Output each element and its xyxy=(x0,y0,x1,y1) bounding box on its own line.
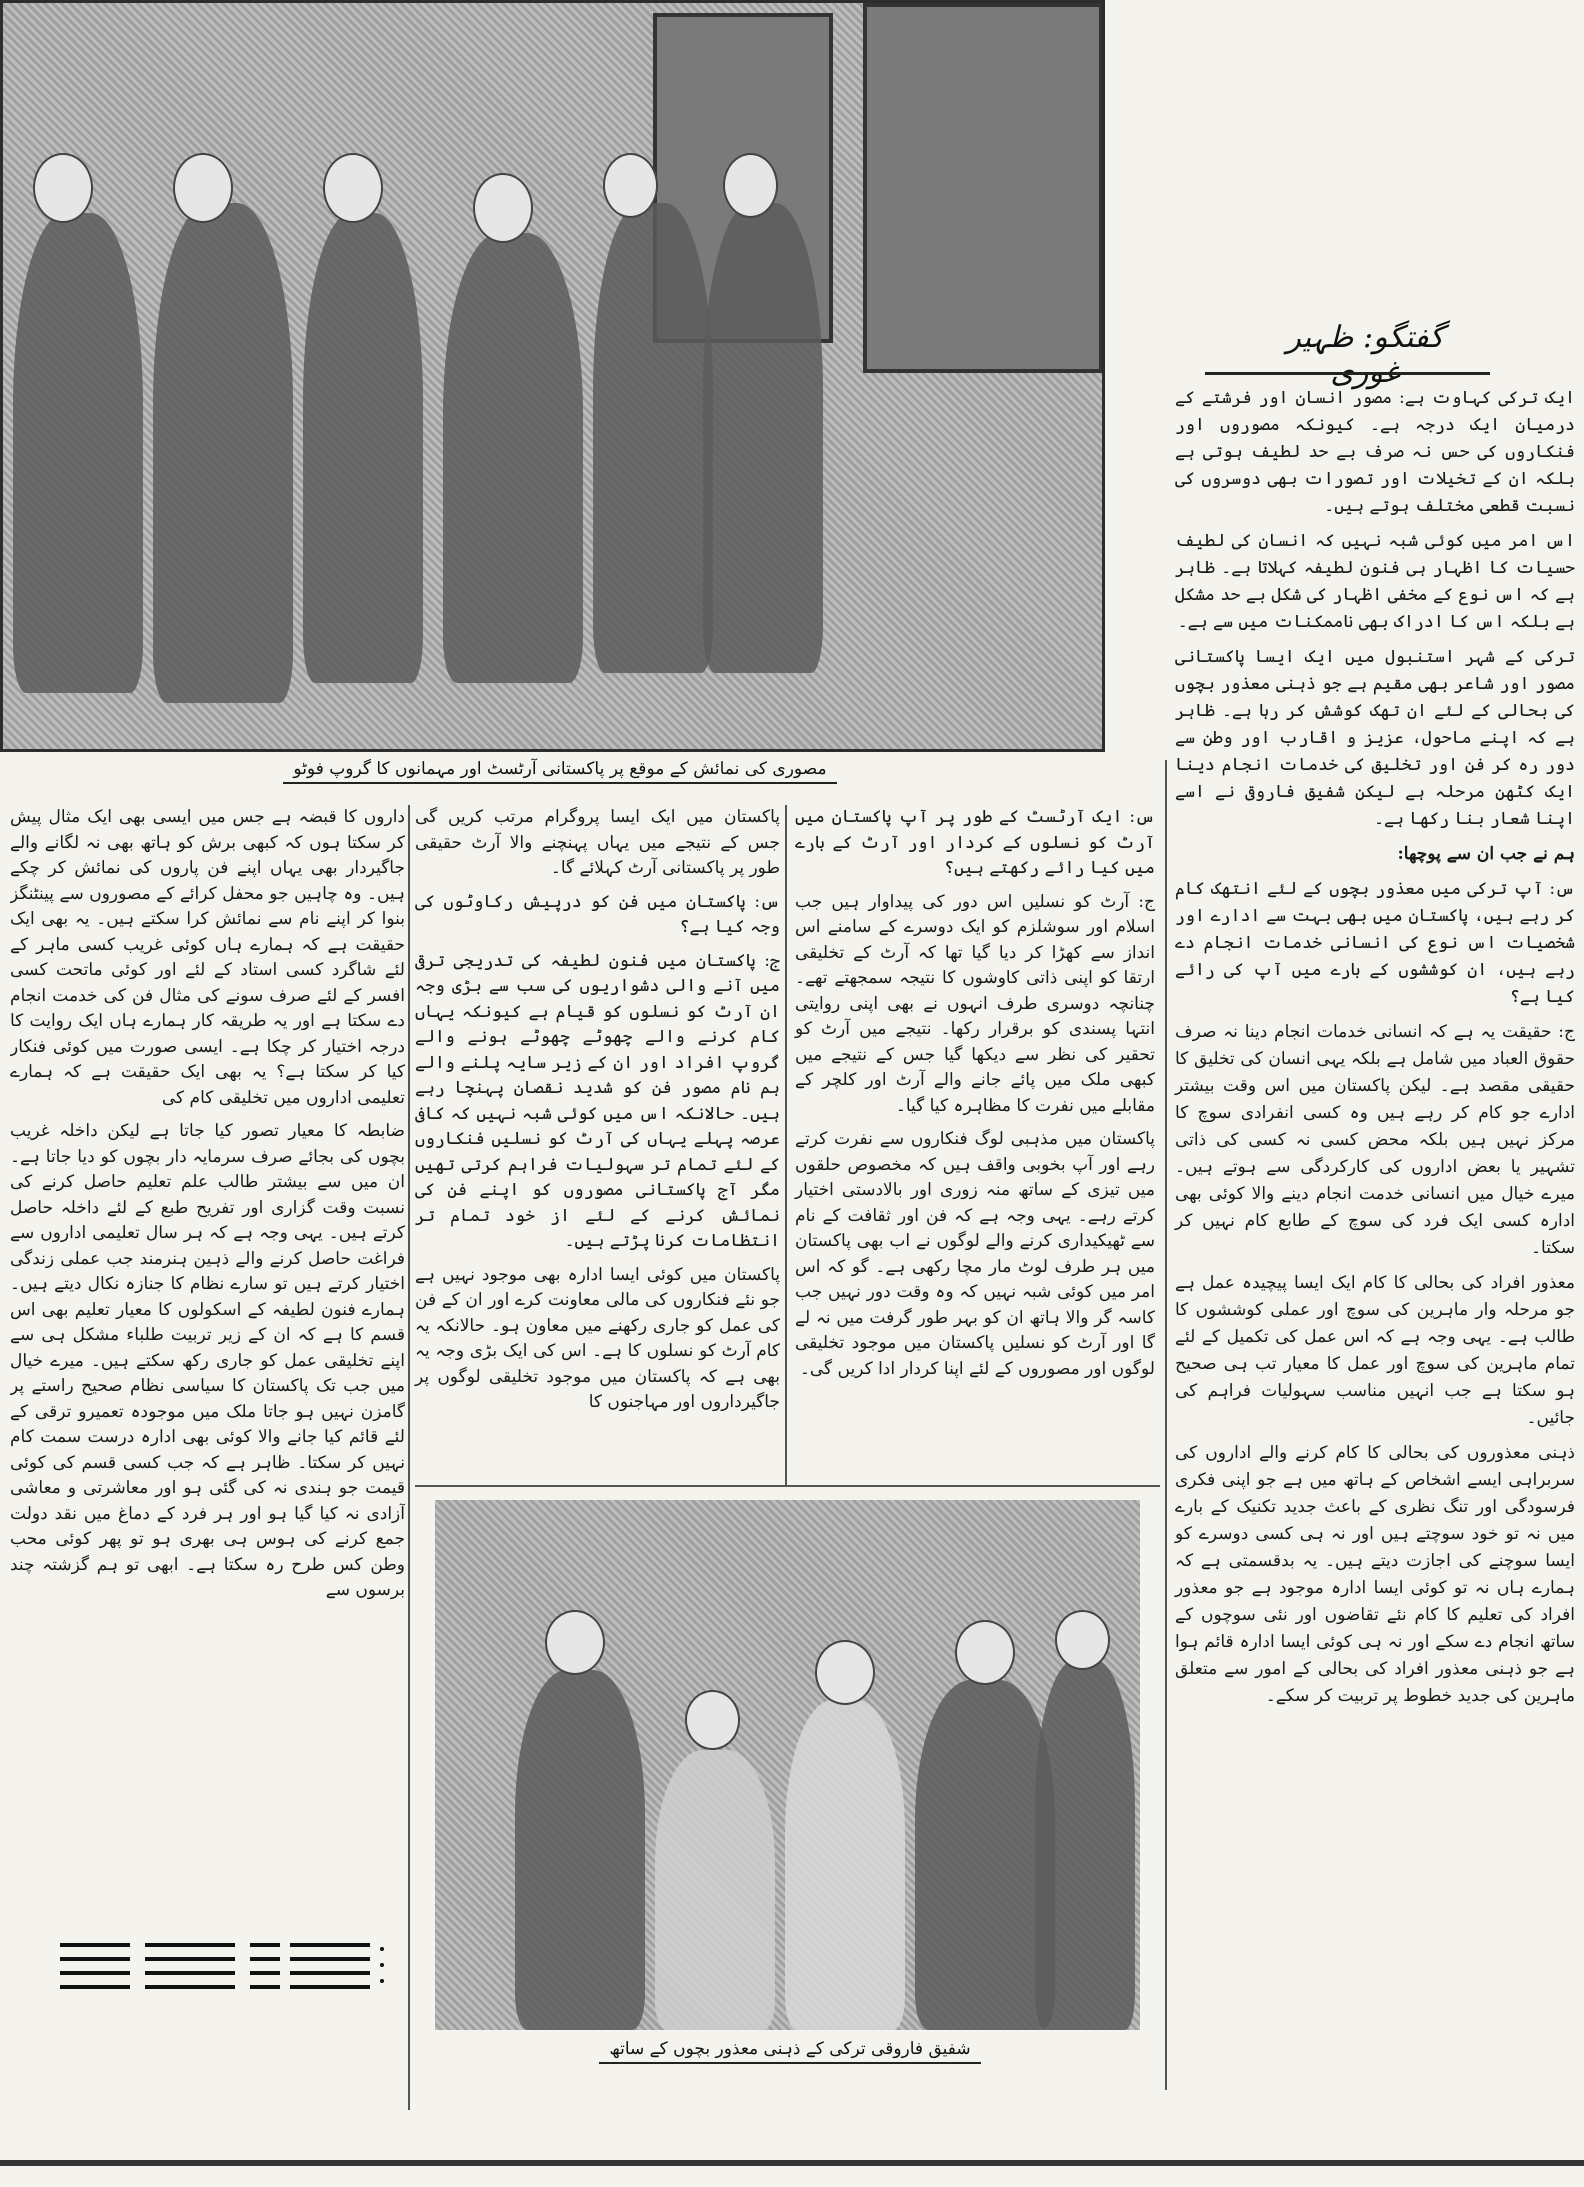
publication-logo-icon xyxy=(60,1935,410,2005)
person-head xyxy=(33,153,93,223)
person-head xyxy=(723,153,778,218)
intro-paragraph: س: آپ ترکی میں معذور بچوں کے لئے انتھک کام کر رہے ہیں، پاکستان میں بھی بہت سے ادارے اور شخصیات اس نوع کی انسانی خدمات انجام دے رہے ہیں، ان کوششوں کے بارے میں آپ کی رائے کیا ہے؟ xyxy=(1175,879,1575,1007)
article-paragraph: ج: آرٹ کو نسلیں اس دور کی پیداوار ہیں جب اسلام اور سوشلزم کو ایک دوسرے کے سامنے اس انداز سے کھڑا کر دیا گیا تھا کہ آرٹ کے تخلیقی ارتقا کو اپنی ذاتی کاوشوں کا نتیجہ سمجھتے تھے۔ چنانچہ دوسری طرف انہوں نے بھی اپنی روایتی انتہا پسندی کو برقرار رکھا۔ نتیجے میں آرٹ کو تحقیر کی نظر سے دیکھا گیا جس کے نتیجے میں کبھی ملک میں پائے جانے والے آرٹ اور کلچر کے مقابلے میں نفرت کا مظاہرہ کیا گیا۔ xyxy=(795,891,1155,1116)
bottom-photo xyxy=(435,1500,1140,2030)
interview-intro-column xyxy=(1175,385,1575,1718)
article-paragraph: س: ایک آرٹسٹ کے طور پر آپ پاکستان میں آرٹ کو نسلوں کے کردار اور آرٹ کے بارے میں کیا رائے رکھتے ہیں؟ xyxy=(795,807,1155,878)
person-figure xyxy=(443,233,583,683)
child-head xyxy=(685,1690,740,1750)
intro-paragraph: ج: حقیقت یہ ہے کہ انسانی خدمات انجام دینا نہ صرف حقوق العباد میں شامل ہے بلکہ یہی انسان کی تخلیق کا حقیقی مقصد ہے۔ لیکن پاکستان میں اس وقت بیشتر ادارے جو کام کر رہے ہیں وہ کسی انفرادی سوچ کا مرکز نہیں ہیں بلکہ محض کسی نہ کسی کی ذاتی تشہیر یا بعض اداروں کی کارکردگی سے ہوتے ہیں۔ میرے خیال میں انسانی خدمت انجام دینے والا کوئی بھی ادارہ کسی ایک فرد کی سوچ کے طابع کام نہیں کر سکتا۔ xyxy=(1175,1022,1575,1258)
article-paragraph: داروں کا قبضہ ہے جس میں ایسی بھی ایک مثال پیش کر سکتا ہوں کہ کبھی برش کو ہاتھ بھی نہ لگانے والے جاگیردار بھی یہاں اپنے فن پاروں کی نمائش کر چکے ہیں۔ وہ چاہیں جو محفل کرائے کے مصوروں سے پینٹنگز بنوا کر اپنے نام سے نمائش کرا سکتے ہیں۔ یہ بھی ایک حقیقت ہے کہ ہمارے ہاں کوئی غریب کسی ماہر کے لئے شاگرد کسی استاد کے لئے اور کوئی ماتحت کسی افسر کے لئے صرف سونے کی مثال فن کی خدمت انجام دے سکتا ہے اور یہ طریقہ کار ہمارے ہاں ایک روایت کا درجہ اختیار کر چکا ہے۔ ایسی صورت میں کوئی فنکار کیا کر سکتا ہے؟ یہ بھی ایک حقیقت ہے کہ ہمارے تعلیمی اداروں میں تخلیقی کام کی xyxy=(10,807,405,1108)
article-paragraph: پاکستان میں ایک ایسا پروگرام مرتب کریں گی جس کے نتیجے میں یہاں پہنچنے والا آرٹ حقیقی طور پر پاکستانی آرٹ کہلائے گا۔ xyxy=(415,807,780,878)
child-figure xyxy=(785,1700,905,2030)
article-paragraph: ج: پاکستان میں فنون لطیفہ کی تدریجی ترقی میں آنے والی دشواریوں کی سب سے بڑی وجہ ان آرٹ کو نسلوں کو قیام ہے کیونکہ یہاں کام کرنے والے چھوٹے چھوٹے ہونے والے گروپ افراد اور ان کے زیر سایہ پلنے والے ہم نام مصور فن کو شدید نقصان پہنچا رہے ہیں۔ حالانکہ اس میں کوئی شبہ نہیں کہ کافی عرصہ پہلے یہاں کی آرٹ کو نسلیں فنکاروں کے لئے تمام تر سہولیات فراہم کرتی تھیں مگر آج پاکستانی مصوروں کو اپنے فن کی نمائش کرنے کے لئے از خود تمام تر انتظامات کرنا پڑتے ہیں۔ xyxy=(415,950,780,1251)
person-head xyxy=(603,153,658,218)
painting-frame xyxy=(863,3,1103,373)
article-paragraph: س: پاکستان میں فن کو درپیش رکاوٹوں کی وجہ کیا ہے؟ xyxy=(415,891,780,937)
article-paragraph: ضابطہ کا معیار تصور کیا جاتا ہے لیکن داخلہ غریب بچوں کی بجائے صرف سرمایہ دار بچوں کو دیا جاتا ہے۔ ان میں سے بیشتر طالب علم تعلیم حاصل کرنے کی نسبت وقت گزاری اور تفریح طبع کے لئے داخلہ حاصل کرتے ہیں۔ یہی وجہ ہے کہ ہر سال تعلیمی اداروں سے فراغت حاصل کرنے والے ذہین ہنرمند جب عملی زندگی اختیار کرتے ہیں تو سارے نظام کا جنازہ نکال دیتے ہیں۔ ہمارے فنون لطیفہ کے اسکولوں کا معیار تعلیم بھی اس قسم کا ہے کہ ان کے زیر تربیت طلباء مشکل ہی سے اپنے تخلیقی عمل کو جاری رکھ سکتے ہیں۔ میرے خیال میں جب تک پاکستان کا سیاسی نظام صحیح راستے پر گامزن نہیں ہو جاتا ملک میں موجودہ تعمیرو ترقی کے لئے قائم کیا جانے والا کوئی بھی ادارہ درست سمت کام نہیں کر سکتا۔ ظاہر ہے کہ جب کسی قسم کی کوئی قیمت جو ہندی نہ کی گئی ہو اور معاشرتی و معاشی آزادی نہ کیا گیا ہو اور ہر فرد کے دماغ میں نقد دولت جمع کرنے کی ہوس ہی بھری ہو تو پھر کوئی محب وطن کس طرح رہ سکتا ہے۔ ابھی تو ہم گزشتہ چند برسوں سے xyxy=(10,1121,405,1600)
interview-heading: گفتگو: ظہیر غوری xyxy=(1286,320,1444,390)
article-paragraph: پاکستان میں مذہبی لوگ فنکاروں سے نفرت کرتے رہے اور آپ بخوبی واقف ہیں کہ مخصوص حلقوں میں تیزی کے ساتھ منہ زوری اور بالادستی اختیار کرتے رہے۔ یہی وجہ ہے کہ فن اور ثقافت کے نام سے ٹھیکیداری کرنے والے لوگوں نے اب بھی پاکستان میں ہر طرف لوٹ مار مچا رکھی ہے۔ گو کہ اس امر میں کوئی شبہ نہیں کہ وہ وقت دور نہیں جب کاسہ گر والا ہاتھ ان کو بہر طور گرفت میں نہ لے گا اور آرٹ کو نسلیں پاکستان میں موجود تخلیقی لوگوں اور مصوروں کے لئے اپنا کردار ادا کریں گی۔ xyxy=(795,1129,1155,1379)
person-head xyxy=(473,173,533,243)
heading-underline xyxy=(1205,372,1490,375)
intro-paragraph: اس امر میں کوئی شبہ نہیں کہ انسان کی لطیف حسیات کا اظہار ہی فنون لطیفہ کہلاتا ہے۔ ظاہر ہے کہ اس نوع کے مخفی اظہار کی شکل بے حد مشکل ہے بلکہ اس کا ادراک بھی ناممکنات میں سے ہے۔ xyxy=(1175,531,1575,632)
bottom-photo-caption: شفیق فاروقی ترکی کے ذہنی معذور بچوں کے ساتھ xyxy=(560,2038,1020,2064)
article-paragraph: پاکستان میں کوئی ایسا ادارہ بھی موجود نہیں ہے جو نئے فنکاروں کی مالی معاونت کرے اور ان کے فن کی عمل کو جاری رکھنے میں معاون ہو۔ حالانکہ یہ کام آرٹ کو نسلوں کا ہے۔ اس کی ایک بڑی وجہ یہ بھی ہے کہ پاکستان میں موجود تخلیقی لوگوں پر جاگیرداروں اور مہاجنوں کا xyxy=(415,1264,780,1412)
intro-paragraph: ترکی کے شہر استنبول میں ایک ایسا پاکستانی مصور اور شاعر بھی مقیم ہے جو ذہنی معذور بچوں کی بحالی کے لئے ان تھک کوشش کر رہا ہے۔ ظاہر ہے کہ اپنے ماحول، عزیز و اقارب اور وطن سے دور رہ کر فن اور تخلیق کی خدمات انجام دینا ایک کٹھن مرحلہ ہے لیکن شفیق فاروقی نے اسے اپنا شعار بنا رکھا ہے۔ xyxy=(1175,647,1575,829)
child-figure xyxy=(915,1680,1055,2030)
column-divider xyxy=(408,805,410,2110)
section-divider xyxy=(415,1485,1160,1487)
child-figure xyxy=(655,1750,775,2030)
intro-paragraph: معذور افراد کی بحالی کا کام ایک ایسا پیچیدہ عمل ہے جو مرحلہ وار ماہرین کی سوچ اور عملی کوششوں کا طالب ہے۔ یہی وجہ ہے کہ اس عمل کی تکمیل کے لئے تمام ماہرین کی سوچ اور عمل کا معیار تب ہی صحیح ہو سکتا ہے جب انہیں مناسب سہولیات فراہم کی جائیں۔ xyxy=(1175,1273,1575,1428)
page-bottom-rule xyxy=(0,2160,1584,2166)
top-photo-caption: مصوری کی نمائش کے موقع پر پاکستانی آرٹسٹ اور مہمانوں کا گروپ فوٹو xyxy=(250,758,870,784)
intro-paragraph: ایک ترکی کہاوت ہے: مصور انسان اور فرشتے کے درمیان ایک درجہ ہے۔ کیونکہ مصوروں اور فنکاروں کی حس نہ صرف بے حد لطیف ہوتی ہے بلکہ ان کے تخیلات اور تصورات بھی دوسروں کی نسبت قطعی مختلف ہوتے ہیں۔ xyxy=(1175,388,1575,516)
top-photo xyxy=(0,0,1105,752)
child-head xyxy=(955,1620,1015,1685)
intro-paragraph: ذہنی معذوروں کی بحالی کا کام کرنے والے اداروں کی سربراہی ایسے اشخاص کے ہاتھ میں ہے جو اپنی فکری فرسودگی اور تنگ نظری کے باعث جدید تکنیک کے بارے میں نہ تو خود سوچتے ہیں اور نہ ہی کسی دوسرے کو ایسا سوچنے کی اجازت دیتے ہیں۔ یہ بدقسمتی ہے کہ ہمارے ہاں نہ تو کوئی ایسا ادارہ موجود ہے جو معذور افراد کی تعلیم کا کام نئے تقاضوں اور نئی سوچوں کے ساتھ انجام دے سکے اور نہ ہی کوئی ایسا ادارہ قائم ہوا ہے جو ذہنی معذور افراد کی بحالی کے امور سے متعلق ماہرین کی جدید خطوط پر تربیت کر سکے۔ xyxy=(1175,1443,1575,1706)
intro-paragraph: ہم نے جب ان سے پوچھا: xyxy=(1397,844,1575,864)
person-head xyxy=(323,153,383,223)
child-head xyxy=(1055,1610,1110,1670)
child-figure xyxy=(515,1670,645,2030)
person-figure xyxy=(303,213,423,683)
article-column-middle xyxy=(415,805,780,1424)
person-figure xyxy=(153,203,293,703)
person-figure xyxy=(703,203,823,673)
person-figure xyxy=(13,213,143,693)
person-head xyxy=(173,153,233,223)
child-head xyxy=(815,1640,875,1705)
column-divider xyxy=(1165,760,1167,2090)
child-head xyxy=(545,1610,605,1675)
child-figure xyxy=(1035,1660,1135,2030)
column-divider xyxy=(785,805,787,1485)
person-figure xyxy=(593,203,713,673)
article-column-right xyxy=(795,805,1155,1390)
